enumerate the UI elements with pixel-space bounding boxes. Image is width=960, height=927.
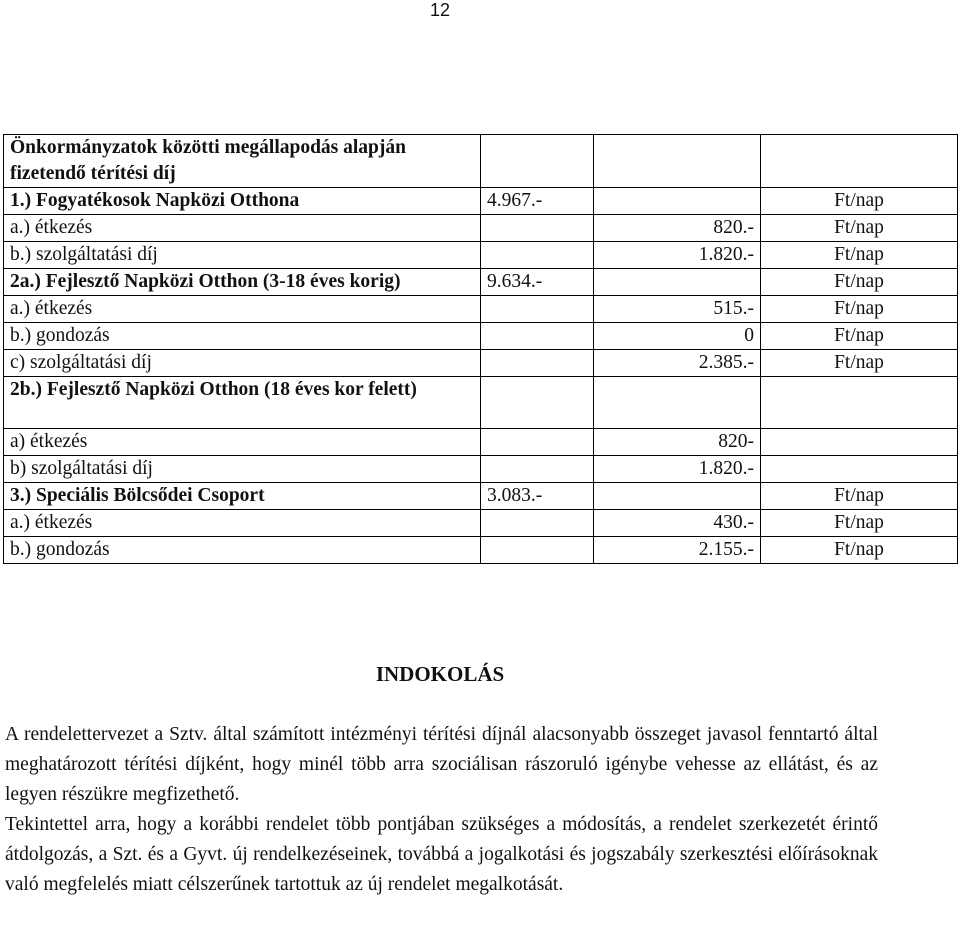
row-total: 4.967.- (481, 188, 594, 215)
fee-table (3, 134, 958, 564)
justification-text (5, 720, 878, 900)
row-total (481, 377, 594, 429)
row-label: 3.) Speciális Bölcsődei Csoport (4, 483, 481, 510)
table-row (4, 350, 958, 377)
row-unit (761, 456, 958, 483)
row-unit (761, 429, 958, 456)
row-item-amount: 2.155.- (594, 537, 761, 564)
table-row (4, 377, 958, 429)
row-label: a.) étkezés (4, 510, 481, 537)
table-row (4, 537, 958, 564)
row-total: 3.083.- (481, 483, 594, 510)
paragraph: Tekintettel arra, hogy a korábbi rendelet több pontjában szükséges a módosítás, a rendelet szerkezetét érintő átdolgozás, a Szt. és a Gyvt. új rendelkezéseinek, továbbá a jogalkotási és jogszabály szerkesztési előírásoknak való megfelelés miatt célszerűnek tartottuk az új rendelet megalkotását. (5, 814, 878, 895)
row-item-amount: 820.- (594, 215, 761, 242)
row-total (481, 429, 594, 456)
row-item-amount (594, 135, 761, 188)
table-row (4, 135, 958, 188)
row-total (481, 456, 594, 483)
fee-table-body (4, 135, 958, 564)
table-row (4, 429, 958, 456)
row-label: 2a.) Fejlesztő Napközi Otthon (3-18 éves korig) (4, 269, 481, 296)
row-label: c) szolgáltatási díj (4, 350, 481, 377)
page-number: 12 (429, 0, 451, 20)
table-row (4, 242, 958, 269)
table-row (4, 483, 958, 510)
row-item-amount (594, 269, 761, 296)
row-unit (761, 135, 958, 188)
row-label: b) szolgáltatási díj (4, 456, 481, 483)
row-total (481, 537, 594, 564)
row-unit: Ft/nap (761, 242, 958, 269)
table-row (4, 296, 958, 323)
row-total (481, 215, 594, 242)
row-total (481, 135, 594, 188)
table-row (4, 456, 958, 483)
row-item-amount: 1.820.- (594, 242, 761, 269)
row-label: a) étkezés (4, 429, 481, 456)
row-item-amount (594, 377, 761, 429)
row-label: b.) gondozás (4, 537, 481, 564)
table-row (4, 188, 958, 215)
row-label: b.) szolgáltatási díj (4, 242, 481, 269)
row-label: a.) étkezés (4, 215, 481, 242)
row-total (481, 350, 594, 377)
row-unit: Ft/nap (761, 215, 958, 242)
row-unit: Ft/nap (761, 537, 958, 564)
section-heading: INDOKOLÁS (375, 662, 505, 686)
table-row (4, 215, 958, 242)
row-total (481, 510, 594, 537)
paragraph: A rendelettervezet a Sztv. által számított intézményi térítési díjnál alacsonyabb összeget javasol fenntartó által meghatározott térítési díjként, hogy minél több arra szociálisan rászoruló igénybe vehesse az ellátást, és az legyen részükre megfizethető. (5, 724, 878, 805)
table-row (4, 269, 958, 296)
row-unit (761, 377, 958, 429)
row-item-amount: 2.385.- (594, 350, 761, 377)
row-label: 2b.) Fejlesztő Napközi Otthon (18 éves kor felett) (4, 377, 481, 429)
row-label: b.) gondozás (4, 323, 481, 350)
row-unit: Ft/nap (761, 323, 958, 350)
row-unit: Ft/nap (761, 188, 958, 215)
row-item-amount: 430.- (594, 510, 761, 537)
table-row (4, 510, 958, 537)
row-item-amount: 1.820.- (594, 456, 761, 483)
row-unit: Ft/nap (761, 510, 958, 537)
row-item-amount (594, 188, 761, 215)
row-label: a.) étkezés (4, 296, 481, 323)
row-total (481, 296, 594, 323)
row-unit: Ft/nap (761, 269, 958, 296)
row-unit: Ft/nap (761, 483, 958, 510)
row-item-amount: 0 (594, 323, 761, 350)
row-total (481, 323, 594, 350)
table-row (4, 323, 958, 350)
row-unit: Ft/nap (761, 296, 958, 323)
row-label: Önkormányzatok közötti megállapodás alapján fizetendő térítési díj (4, 135, 481, 188)
row-item-amount: 515.- (594, 296, 761, 323)
row-total: 9.634.- (481, 269, 594, 296)
row-item-amount: 820- (594, 429, 761, 456)
row-label: 1.) Fogyatékosok Napközi Otthona (4, 188, 481, 215)
row-total (481, 242, 594, 269)
row-item-amount (594, 483, 761, 510)
row-unit: Ft/nap (761, 350, 958, 377)
